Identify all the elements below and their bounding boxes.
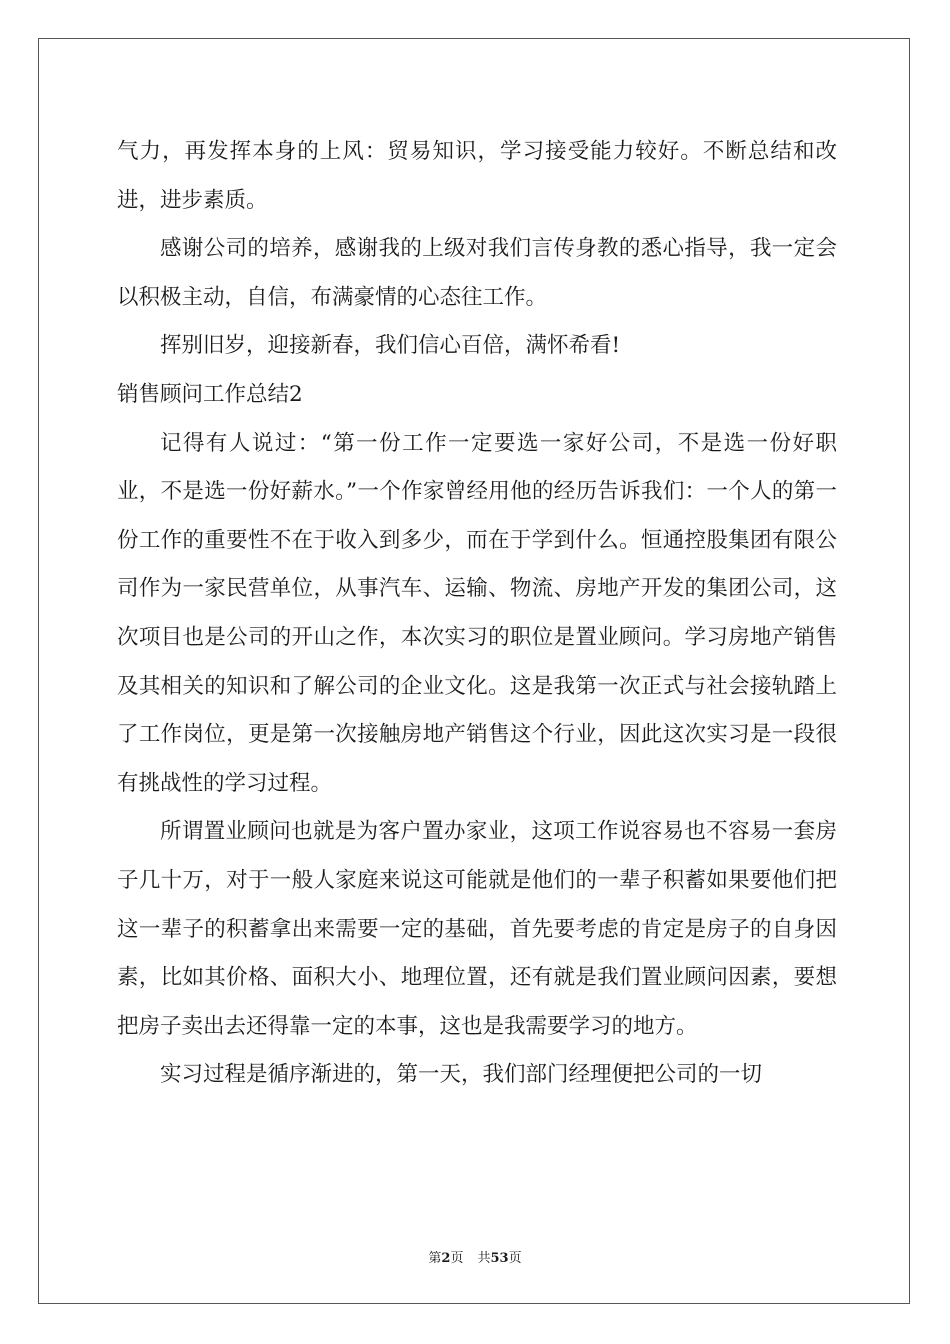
total-prefix: 共 — [477, 1251, 491, 1266]
paragraph-3: 挥别旧岁，迎接新春，我们信心百倍，满怀希看! — [160, 333, 621, 359]
page-footer — [0, 1247, 950, 1266]
page-total: 53 — [490, 1251, 509, 1266]
section-paragraph-1: 记得有人说过：“第一份工作一定要选一家好公司，不是选一份好职业，不是选一份好薪水。”一个作家曾经用他的经历告诉我们：一个人的第一份工作的重要性不在于收入到多少，而在于学到什么。恒通控股集团有限公司作为一家民营单位，从事汽车、运输、物流、房地产开发的集团公司，这次项目也是公司的开山之作，本次实习的职位是置业顾问。学习房地产销售及其相关的知识和了解公司的企业文化。这是我第一次正式与社会接轨踏上了工作岗位，更是第一次接触房地产销售这个行业，因此这次实习是一段很有挑战性的学习过程。 — [117, 430, 837, 796]
section-paragraph-2: 所谓置业顾问也就是为客户置办家业，这项工作说容易也不容易一套房子几十万，对于一般人家庭来说这可能就是他们的一辈子积蓄如果要他们把这一辈子的积蓄拿出来需要一定的基础，首先要考虑的肯定是房子的自身因素，比如其价格、面积大小、地理位置，还有就是我们置业顾问因素，要想把房子卖出去还得靠一定的本事，这也是我需要学习的地方。 — [117, 819, 837, 1039]
page-current: 2 — [441, 1251, 451, 1266]
document-body — [117, 128, 837, 1100]
section-heading: 销售顾问工作总结2 — [117, 381, 303, 407]
paragraph-1: 气力，再发挥本身的上风：贸易知识，学习接受能力较好。不断总结和改进，进步素质。 — [117, 139, 837, 213]
total-unit: 页 — [508, 1251, 522, 1266]
section-paragraph-3: 实习过程是循序渐进的，第一天，我们部门经理便把公司的一切 — [160, 1062, 763, 1088]
page-unit: 页 — [450, 1251, 464, 1266]
page-prefix: 第 — [428, 1251, 442, 1266]
paragraph-2: 感谢公司的培养，感谢我的上级对我们言传身教的悉心指导，我一定会以积极主动，自信，布满豪情的心态往工作。 — [117, 236, 837, 310]
